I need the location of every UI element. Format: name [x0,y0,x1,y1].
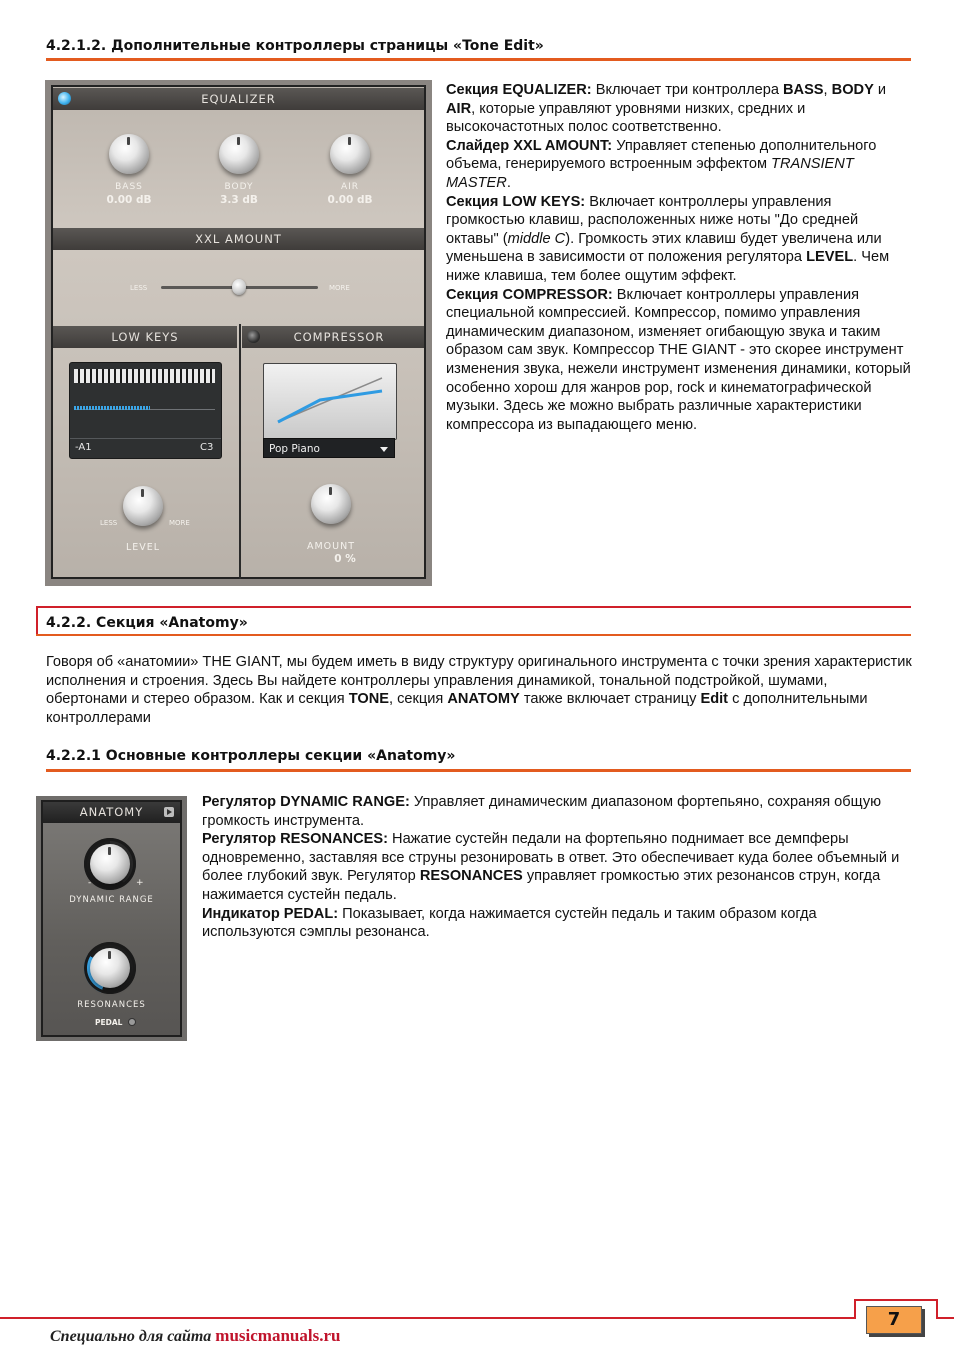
xxl-amount-slider-handle[interactable] [232,279,246,295]
anatomy-edit-term: Edit [700,691,729,708]
anatomy-text-4: с дополнительными контроллерами [46,691,868,726]
tone-edit-panel-body [51,85,426,579]
anatomy-intro-paragraph [46,653,912,727]
compressor-power-led-icon[interactable] [247,330,260,343]
eq-text-3: и [873,82,887,98]
resonances-text-1: Нажатие сустейн педали на фортепьяно поднимает все демпферы одновременно, заставляя все струны резонировать в ответ. Это обеспечивает куда более объемный и более глубокий звук. Регулятор [202,831,900,885]
section-rule-left [36,606,38,634]
eq-text-1: Включает три контроллера [591,82,783,98]
dynamic-range-term: Регулятор DYNAMIC RANGE: [202,794,410,810]
anatomy-anatomy-term: ANATOMY [447,691,520,708]
equalizer-power-led-icon[interactable] [58,92,71,105]
xxl-less-label: LESS [130,284,148,292]
footer-credit [50,1326,340,1346]
eq-term: Секция EQUALIZER: [446,82,592,98]
section-heading-anatomy: 4.2.2. Секция «Anatomy» [46,615,248,631]
lowkeys-text-3: . Чем ниже клавиша, тем более ощутим эффект. [446,249,890,284]
footer-prefix: Специально для сайта [50,1328,216,1345]
footer-rule-riser [854,1299,856,1319]
air-label: AIR [340,182,360,192]
resonances-bold-term: RESONANCES [419,868,523,885]
compressor-term: Секция COMPRESSOR: [446,286,613,303]
compressor-text: Включает контроллеры управления специальной компрессией. Компрессор, помимо управления динамическим диапазоном, изменяет огибающую звука и таким образом сам звук. Компрессор THE GIANT - это скорее инструмент изменения звука, нежели инструмент изменения динамики, который особенно хорош для жанров pop, rock и кинематографической музыки. Здесь же можно выбрать различные характеристики компрессора из выпадающего меню. [446,286,911,433]
eq-air-term: AIR [446,100,472,117]
dynamic-range-knob[interactable] [90,844,130,884]
low-keys-range-start: -A1 [75,442,92,453]
pedal-indicator-led-icon [129,1019,135,1025]
body-label: BODY [224,182,254,192]
bass-value: 0.00 dB [106,194,152,206]
section-divider [239,324,241,579]
compressor-preset-dropdown[interactable] [263,438,395,458]
heading-underline [46,769,911,772]
compressor-curve-graph [264,364,396,439]
anatomy-header [43,802,180,823]
air-value: 0.00 dB [327,194,373,206]
heading-underline [46,58,911,61]
low-keys-title: LOW KEYS [111,330,179,344]
low-keys-header [53,326,237,348]
section-heading-anatomy-main: 4.2.2.1 Основные контроллеры секции «Anatomy» [46,748,456,764]
keyboard-icon [74,369,215,383]
level-label: LEVEL [125,542,161,553]
resonances-knob[interactable] [90,948,130,988]
footer-site-link[interactable]: musicmanuals.ru [215,1326,341,1345]
footer-rule-top [854,1299,938,1301]
dynamic-range-minus: - [88,878,92,888]
dynamic-range-label: DYNAMIC RANGE [69,895,154,905]
lowkeys-term: Секция LOW KEYS: [446,193,586,210]
resonances-text-2: управляет громкостью этих резонансов струн, когда нажимается сустейн педаль. [202,868,881,903]
lowkeys-level-term: LEVEL [806,249,854,266]
body-value: 3.3 dB [220,194,258,206]
eq-body-term: BODY [831,82,874,98]
body-knob[interactable] [219,134,259,174]
xxl-text-1: Управляет степенью дополнительного объема, генерируемого встроенным эффектом [446,137,877,173]
xxl-text-2: . [506,174,511,191]
xxl-term: Слайдер XXL AMOUNT: [446,137,613,154]
eq-text-2: , [823,82,832,98]
xxl-amount-header [53,228,424,250]
anatomy-panel [36,796,187,1041]
air-knob[interactable] [330,134,370,174]
low-keys-level-bar [74,406,150,410]
level-knob[interactable] [123,486,163,526]
amount-label: AMOUNT [306,541,356,552]
anatomy-expand-button[interactable] [164,807,174,817]
amount-knob[interactable] [311,484,351,524]
pedal-text: Показывает, когда нажимается сустейн педаль и таким образом когда используются сэмплы резонанса. [202,905,817,941]
compressor-curve-line [278,391,382,422]
anatomy-text-2: , секция [388,691,448,708]
dynamic-range-plus: + [136,878,144,888]
equalizer-title: EQUALIZER [201,92,276,106]
low-keys-footer-line [70,438,221,439]
pedal-label: PEDAL [95,1018,123,1027]
anatomy-description [202,793,912,942]
footer-rule-right [936,1299,938,1319]
xxl-emphasis: TRANSIENT MASTER [446,156,854,191]
compressor-header [242,326,424,348]
bass-label: BASS [115,182,143,192]
low-keys-range-end: C3 [200,442,214,453]
level-more-label: MORE [169,519,190,527]
heading-underline [36,634,911,636]
xxl-amount-title: XXL AMOUNT [195,232,282,246]
footer-rule-end [938,1317,954,1319]
xxl-more-label: MORE [329,284,350,292]
resonances-term: Регулятор RESONANCES: [202,831,388,848]
bass-knob[interactable] [109,134,149,174]
lowkeys-text-2: ). Громкость этих клавиш будет увеличена или уменьшена в зависимости от положения регулятора [446,230,882,266]
level-less-label: LESS [100,519,118,527]
chevron-down-icon [380,447,388,452]
lowkeys-emphasis: middle C [507,230,566,247]
anatomy-text-1: Говоря об «анатомии» THE GIANT, мы будем иметь в виду структуру оригинального инструмента с точки зрения характеристик исполнения и строения. Здесь Вы найдете контроллеры управления динамикой, тональной подстройкой, шумами, обертонами и стерео образом. Как и секция [46,654,912,708]
dynamic-range-text: Управляет динамическим диапазоном фортепьяно, сохраняя общую громкость инструмента. [202,794,882,829]
page-number: 7 [887,1309,901,1330]
eq-text-4: , которые управляют уровнями низких, средних и высокочастотных полос соответственно. [446,100,806,136]
anatomy-tone-term: TONE [348,691,389,708]
section-heading-tone-edit: 4.2.1.2. Дополнительные контроллеры страницы «Tone Edit» [46,38,544,54]
anatomy-panel-body [41,800,182,1037]
equalizer-header [53,88,424,110]
pedal-term: Индикатор PEDAL: [202,905,339,922]
lowkeys-text-1: Включает контроллеры управления громкостью клавиш, расположенных ниже ноты "До средней октавы" ( [446,193,859,247]
tone-edit-description [446,81,912,434]
tone-edit-panel [45,80,432,586]
compressor-preset-value: Pop Piano [269,443,320,455]
eq-bass-term: BASS [783,82,824,98]
compressor-curve-display [263,363,397,440]
compressor-title: COMPRESSOR [293,330,385,344]
footer-rule [0,1317,854,1319]
anatomy-title: ANATOMY [79,805,144,819]
anatomy-text-3: также включает страницу [519,691,701,708]
play-arrow-icon [167,809,172,815]
low-keys-display [69,362,222,459]
resonances-label: RESONANCES [77,1000,146,1010]
amount-value: 0 % [334,553,356,565]
section-rule-top [36,606,911,608]
page-number-box [866,1306,922,1334]
